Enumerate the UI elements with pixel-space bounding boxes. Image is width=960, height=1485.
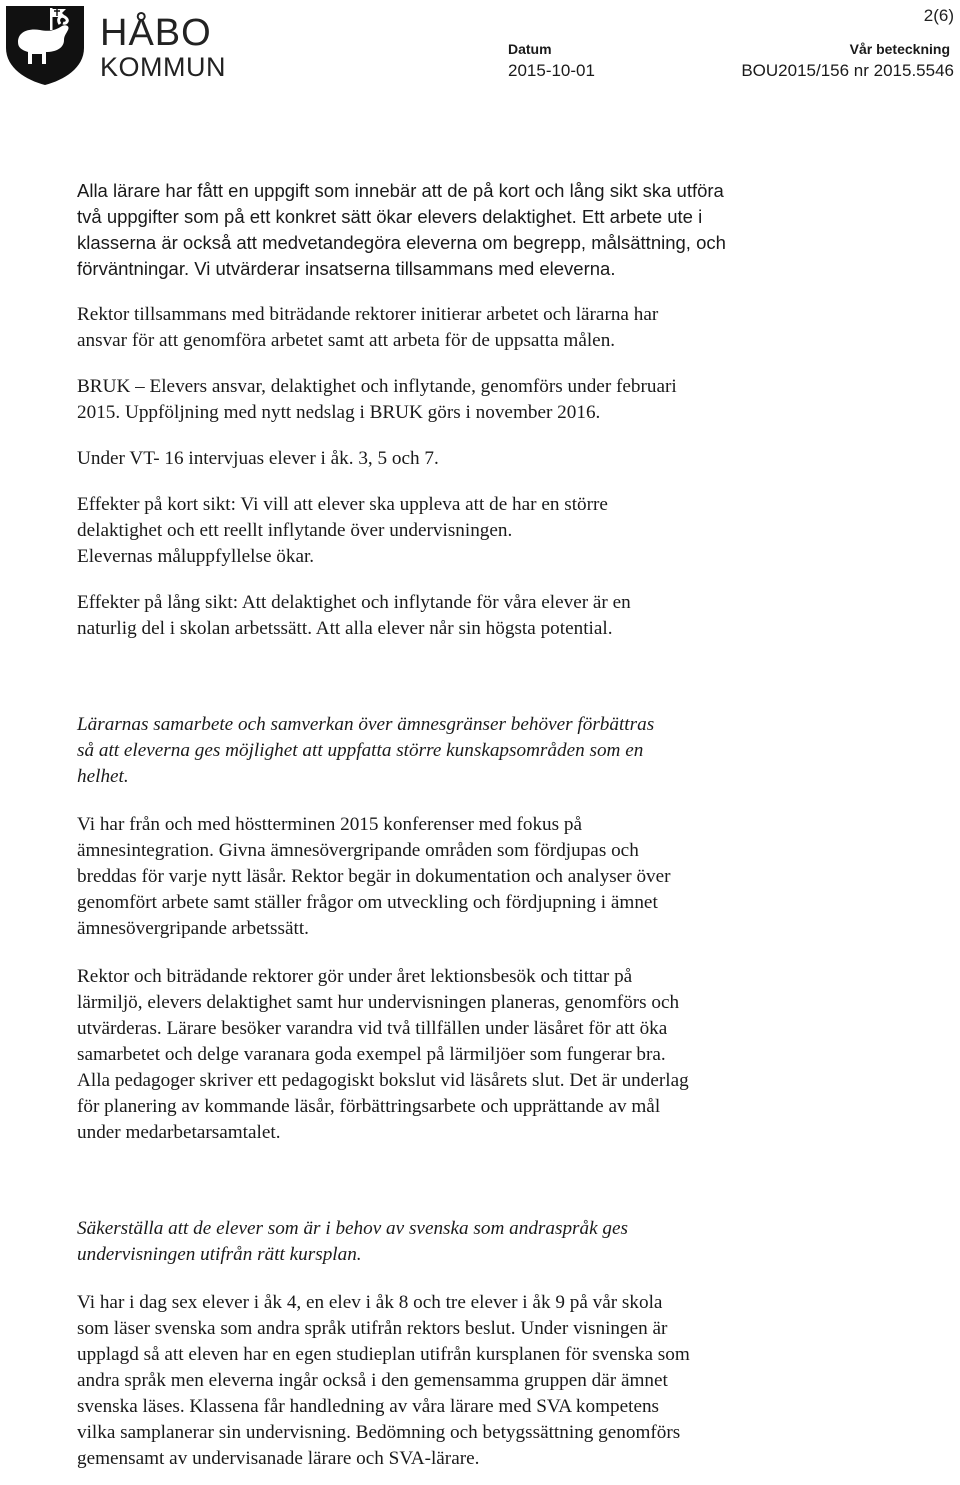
date-value: 2015-10-01: [508, 61, 595, 80]
paragraph-interviews: Under VT- 16 intervjuas elever i åk. 3, 5 och 7.: [77, 448, 439, 469]
paragraph-responsibility: Rektor tillsammans med biträdande rektorer initierar arbetet och lärarna har ansvar för att genomföra arbetet samt att arbeta för de uppsatta målen.: [77, 304, 659, 351]
date-label: Datum: [508, 41, 552, 57]
reference-value: BOU2015/156 nr 2015.5546: [741, 61, 954, 80]
reference-block: [741, 40, 954, 82]
section-heading-collaboration: Lärarnas samarbete och samverkan över ämnesgränser behöver förbättras så att eleverna ges möjlighet att uppfatta större kunskapsområden som en helhet.: [77, 714, 655, 787]
date-block: [508, 40, 595, 82]
section-heading-second-language: Säkerställa att de elever som är i behov av svenska som andraspråk ges undervisningen utifrån rätt kursplan.: [77, 1218, 629, 1265]
paragraph-bruk: BRUK – Elevers ansvar, delaktighet och inflytande, genomförs under februari 2015. Uppföljning med nytt nedslag i BRUK görs i november 2016.: [77, 376, 677, 423]
document-body: [77, 178, 897, 1472]
paragraph-conferences: Vi har från och med höstterminen 2015 konferenser med fokus på ämnesintegration. Givna ämnesövergripande områden som fördjupas och breddas för varje nytt läsår. Rektor begär in dokumentation och analyser över genomfört arbete samt ställer frågor om utveckling och fördjupning i ämnet ämnesövergripande arbetssätt.: [77, 814, 671, 939]
reference-label: Vår beteckning: [849, 41, 950, 57]
paragraph-long-term-effects: Effekter på lång sikt: Att delaktighet och inflytande för våra elever är en naturlig del i skolan arbetssätt. Att alla elever når sin högsta potential.: [77, 592, 631, 639]
paragraph-sva-students: Vi har i dag sex elever i åk 4, en elev i åk 8 och tre elever i åk 9 på vår skola som läser svenska som andra språk utifrån rektors beslut. Under visningen är upplagd så att eleven har en egen studieplan utifrån kursplanen för svenska som andra språk men eleverna ingår också i den gemensamma gruppen där ämnet svenska läses. Klassena får handledning av våra lärare med SVA kompetens vilka samplanerar sin undervisning. Bedömning och betygssättning genomförs gemensamt av undervisanade lärare och SVA-lärare.: [77, 1292, 690, 1469]
ram-emblem-icon: [4, 2, 86, 86]
logo-wordmark: HÅBO: [100, 12, 212, 54]
logo-subtitle: KOMMUN: [100, 52, 226, 82]
page-number: 2(6): [923, 6, 954, 25]
municipality-logo: [4, 2, 244, 86]
paragraph-lesson-visits: Rektor och biträdande rektorer gör under året lektionsbesök och tittar på lärmiljö, elevers delaktighet samt hur undervisningen planeras, genomförs och utvärderas. Lärare besöker varandra vid två tillfällen under läsåret för att öka samarbetet och delge varanara goda exempel på lärmiljöer som fungerar bra. Alla pedagoger skriver ett pedagogiskt bokslut vid läsårets slut. Det är underlag för planering av kommande läsår, förbättringsarbete och upprättande av mål under medarbetarsamtalet.: [77, 966, 689, 1143]
paragraph-short-term-effects: Effekter på kort sikt: Vi vill att elever ska uppleva att de har en större delaktighet och ett reellt inflytande över undervisningen. Elevernas måluppfyllelse ökar.: [77, 494, 608, 567]
paragraph-assignment: Alla lärare har fått en uppgift som innebär att de på kort och lång sikt ska utföra två uppgifter som på ett konkret sätt ökar elevers delaktighet. Ett arbete ute i klasserna är också att medvetandegöra eleverna om begrepp, målsättning, och förväntningar. Vi utvärderar insatserna tillsammans med eleverna.: [77, 180, 726, 279]
